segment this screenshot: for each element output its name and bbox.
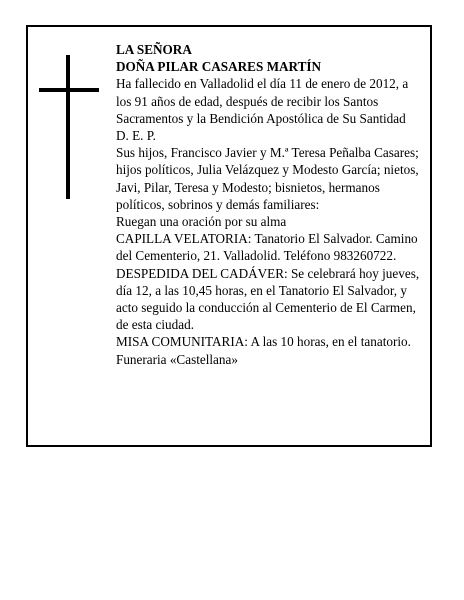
- community-mass-info: MISA COMUNITARIA: A las 10 horas, en el tanatorio.: [116, 334, 411, 350]
- notice-title: LA SEÑORA: [116, 42, 192, 57]
- deceased-name: DOÑA PILAR CASARES MARTÍN: [116, 59, 322, 75]
- funeral-home: Funeraria «Castellana»: [116, 351, 238, 367]
- cross-vertical-bar: [66, 55, 70, 199]
- death-announcement: Ha fallecido en Valladolid el día 11 de enero de 2012, a los 91 años de edad, después de recibir los Santos Sacramentos y la Bendición Apostólica de Su Santidad: [116, 76, 409, 126]
- prayer-request: Ruegan una oración por su alma: [116, 214, 287, 230]
- funeral-farewell-info: DESPEDIDA DEL CADÁVER: Se celebrará hoy jueves, día 12, a las 10,45 horas, en el Tanatorio El Salvador, y acto seguido la conducción al Cementerio de El Carmen, de esta ciudad.: [116, 265, 420, 333]
- cross-horizontal-bar: [39, 88, 99, 92]
- rip-abbreviation: D. E. P.: [116, 128, 156, 144]
- family-list: Sus hijos, Francisco Javier y M.ª Teresa Peñalba Casares; hijos políticos, Julia Velázquez y Modesto García; nietos, Javi, Pilar, Teresa y Modesto; bisnietos, hermanos políticos, sobrinos y demás familiares:: [116, 145, 419, 212]
- notice-text: [116, 41, 426, 368]
- cross-icon: [39, 55, 99, 199]
- obituary-notice: [26, 25, 432, 447]
- wake-chapel-info: CAPILLA VELATORIA: Tanatorio El Salvador. Camino del Cementerio, 21. Valladolid. Teléfono 983260722.: [116, 231, 418, 264]
